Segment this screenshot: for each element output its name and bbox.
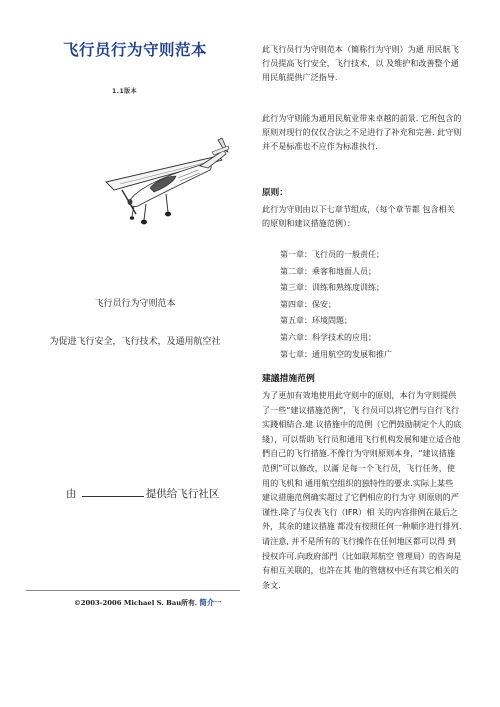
list-item: 第四章：保安； bbox=[280, 299, 336, 309]
list-item: 第一章：飞行员的一般责任； bbox=[280, 250, 384, 259]
list-item: 第六章：科学技术的应用； bbox=[280, 332, 376, 342]
provider-line bbox=[66, 486, 236, 502]
footer-divider bbox=[26, 590, 240, 591]
provider-suffix: 提供给飞行社区 bbox=[145, 488, 220, 500]
airplane-illustration bbox=[100, 120, 230, 240]
list-item: 第七章：通用航空的发展和推广 bbox=[280, 349, 392, 359]
provider-blank bbox=[82, 486, 144, 497]
recommendation-paragraph: 为了更加有效地使用此守则中的原则，本行为守则提供了一些“建议措施范例”，飞 行员可以将它們与自行飞行实踐相結合.建 议措施中的范例（它們鼓励制定个人的底綫），可以帮助飞行员和通用飞行机构发展和建立适合他們自己的飞行措施.不像行为守则原则本身，“建议措施范例”可以修改，以滿 足每一个飞行员，飞行任务，使用的飞机和 通用航空组织的独特性的要求.实际上某些 建议措施范例确实超过了它們相应的行为守 则原则的严谨性.除了与仪表飞行（IFR）相 关的内容排例在最后之外，其余的建议措施 都没有按照任何一种顺序进行排列.请注意, 并不是所有的飞行操作在任何地区都可以得 到授权许可.向政府部門（比如联邦航空 管理局）的咨询是有相互关联的，也許在其 他的管辖权中还有其它相关的条文. bbox=[262, 390, 462, 590]
principle-paragraph: 此行为守则由以下七章节组成，（每个章节都 包含相关的原则和建议措施范例）： bbox=[262, 204, 455, 228]
chapter-list bbox=[280, 247, 470, 363]
copyright-notice bbox=[26, 596, 240, 610]
document-title: 飞行员行为守则范本 bbox=[62, 41, 207, 59]
copyright-text: ©2003-2006 Michael S. Bau所有. bbox=[74, 599, 198, 607]
cover-purpose: 为促进飞行安全，飞行技术，及通用航空社 bbox=[49, 337, 221, 347]
intro-paragraph-2: 此行为守则能为通用民航业带来卓越的前景. 它所包含的原则对现行的仅仅合法之不足进行了补充和完善. 此守则并不是标准也不应作为标准执行. bbox=[262, 113, 462, 151]
left-column bbox=[26, 38, 244, 60]
intro-link[interactable]: 简介一 bbox=[199, 598, 222, 607]
list-item: 第二章：乘客和地面人员； bbox=[280, 266, 376, 276]
recommendation-heading: 建議措施范例 bbox=[262, 374, 315, 384]
version-label: 1.1版本 bbox=[112, 88, 138, 95]
list-item: 第三章：训练和熟练度训练； bbox=[280, 283, 384, 293]
list-item: 第五章：环境問題； bbox=[280, 316, 352, 326]
intro-paragraph: 此飞行员行为守则范本（簡称行为守则）为通 用民航飞行员提高飞行安全，飞行技术，以 及维护和改善整个通用民航提供广泛指导. bbox=[262, 44, 459, 82]
provider-prefix: 由 bbox=[66, 488, 77, 500]
cover-subtitle: 飞行员行为守则范本 bbox=[94, 299, 176, 309]
principle-heading: 原则： bbox=[262, 188, 288, 198]
